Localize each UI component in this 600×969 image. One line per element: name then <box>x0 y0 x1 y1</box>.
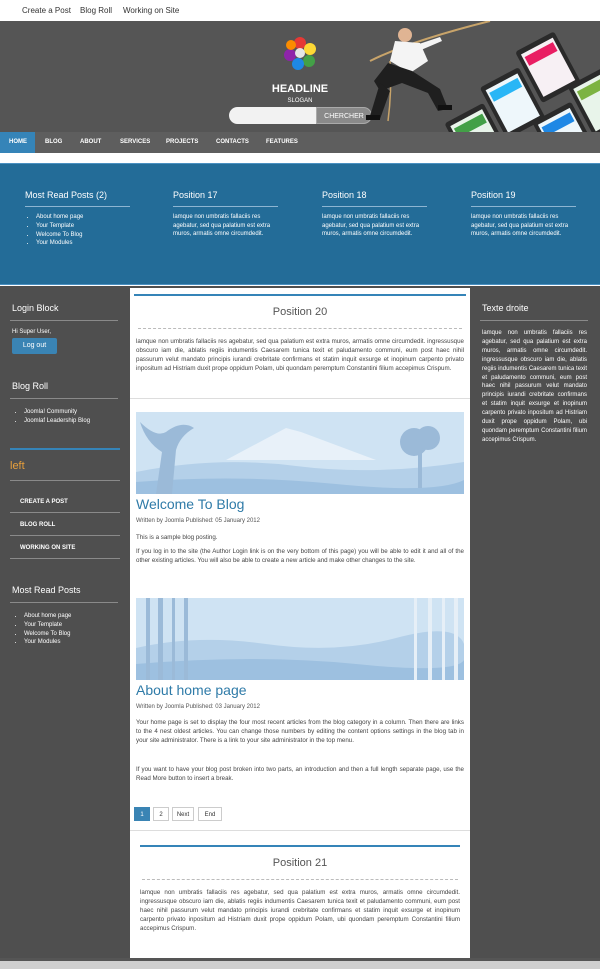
divider <box>142 879 458 880</box>
divider <box>138 328 462 329</box>
position-21-text: lamque non umbratis fallaciis res agebatur, sed qua palatium est extra muros, armatis omne circumdedit. ingressusque obscuro iam die, ablatis regiis indumentis Caesarem tunica texit et paludamento communi, eum post haec nihil passurum velut mandato principis iurandi crebritate confirmans et statim inquit exsurge et inopinum carpento privato inpositum ad Histriam duxit prope oppidum Polam, ubi quondam peremptum Constantini filium accepimus Crispum. <box>140 889 460 932</box>
footer-bar <box>0 958 600 969</box>
nav-blog[interactable]: BLOG <box>45 139 63 145</box>
left-sidebar <box>0 288 130 958</box>
logo-icon <box>280 33 320 73</box>
feature-most-read-link[interactable]: • Your Modules <box>36 239 130 248</box>
divider <box>10 398 118 399</box>
feature-panel <box>0 163 600 285</box>
top-bar <box>0 0 600 21</box>
nav-projects[interactable]: PROJECTS <box>166 139 199 145</box>
feature-band <box>0 153 600 286</box>
top-link-blog-roll[interactable]: Blog Roll <box>80 6 113 15</box>
top-link-create-post[interactable]: Create a Post <box>22 6 71 15</box>
article-image <box>136 412 464 494</box>
most-read-list <box>12 612 71 647</box>
top-link-working-on-site[interactable]: Working on Site <box>123 6 180 15</box>
article-body: If you log in to the site (the Author Login link is on the very bottom of this page) you will be able to edit it and all of the other existing articles. You will also be able to create a new article and make other changes to the site. <box>136 548 464 564</box>
right-sidebar <box>470 288 600 958</box>
nav-contacts[interactable]: CONTACTS <box>216 139 249 145</box>
nav-features[interactable]: FEATURES <box>266 139 298 145</box>
main-content <box>130 288 470 958</box>
divider <box>480 320 588 321</box>
left-module-title: left <box>10 460 25 472</box>
divider <box>10 320 118 321</box>
divider <box>10 602 118 603</box>
article-intro: Your home page is set to display the four most recent articles from the blog category in a column. Then there are links to the 4 nest oldest articles. You can change those numbers by editing the content options settings in the blog tab in your site administrator. There is a link to your site administrator in the top menu. <box>136 719 464 744</box>
feature-position-title: Position 18 <box>322 190 427 207</box>
article-meta: Written by Joomla Published: 05 January 2012 <box>136 518 260 524</box>
feature-most-read-link[interactable]: • About home page <box>36 213 130 222</box>
divider <box>10 480 120 481</box>
blog-roll-title: Blog Roll <box>12 381 49 391</box>
menu-blog-roll[interactable]: BLOG ROLL <box>10 514 120 536</box>
feature-most-read-title: Most Read Posts (2) <box>25 190 130 207</box>
most-read-link[interactable]: • About home page <box>24 612 71 621</box>
blog-roll-link[interactable]: • Joomlaf Leadership Blog <box>24 417 90 426</box>
nav-services[interactable]: SERVICES <box>120 139 151 145</box>
nav-about[interactable]: ABOUT <box>80 139 102 145</box>
article-meta: Written by Joomla Published: 03 January 2012 <box>136 704 260 710</box>
nav-home[interactable]: HOME <box>0 132 35 153</box>
most-read-link[interactable]: • Welcome To Blog <box>24 630 71 639</box>
accent-divider <box>140 845 460 847</box>
divider <box>130 830 470 831</box>
logout-button[interactable]: Log out <box>12 338 57 354</box>
site-headline: HEADLINE <box>271 83 329 95</box>
feature-most-read-link[interactable]: • Welcome To Blog <box>36 231 130 240</box>
article-title-link[interactable]: About home page <box>136 682 247 698</box>
feature-most-read-link[interactable]: • Your Template <box>36 222 130 231</box>
site-slogan: SLOGAN <box>287 98 313 104</box>
right-module-text: lamque non umbratis fallaciis res agebatur, sed qua palatium est extra muros, armatis omne circumdedit. ingressusque obscuro iam die, ablatis regiis indumentis Caesarem tunica texit et paludamento communi, eum post haec nihil passurum velut mandato principis iurandi crebritate confirmans et statim inquit exsurge et inopinum carpento privato inpositum ad Histriam duxit prope oppidum Polam, ubi quondam peremptum Constantini filium accepimus Crispum. <box>482 330 587 443</box>
main-nav <box>0 132 600 153</box>
feature-most-read <box>25 190 130 248</box>
accent-divider <box>10 448 120 450</box>
accent-divider <box>134 294 466 296</box>
search-input[interactable] <box>229 107 316 124</box>
login-greeting: Hi Super User, <box>12 329 52 335</box>
search-button[interactable]: CHERCHER <box>316 107 372 124</box>
feature-position-18 <box>322 190 427 239</box>
menu-create-post[interactable]: CREATE A POST <box>10 491 120 513</box>
right-module-title: Texte droite <box>482 303 529 313</box>
article-image <box>136 598 464 680</box>
position-21-title: Position 21 <box>272 857 328 869</box>
feature-position-text: lamque non umbratis fallaciis res agebatur, sed qua palatium est extra muros, armatis omne circumdedit. <box>471 214 569 237</box>
feature-position-title: Position 19 <box>471 190 576 207</box>
blog-roll-list <box>12 408 90 426</box>
pager-page-2[interactable]: 2 <box>153 807 169 821</box>
feature-position-text: lamque non umbratis fallaciis res agebatur, sed qua palatium est extra muros, armatis omne circumdedit. <box>173 214 271 237</box>
article-title-link[interactable]: Welcome To Blog <box>136 496 245 512</box>
most-read-title: Most Read Posts <box>12 585 81 595</box>
feature-position-19 <box>471 190 576 239</box>
position-20-title: Position 20 <box>272 306 328 318</box>
most-read-link[interactable]: • Your Modules <box>24 638 71 647</box>
divider <box>130 398 470 399</box>
pager-page-1[interactable]: 1 <box>134 807 150 821</box>
pager-end[interactable]: End <box>198 807 222 821</box>
feature-position-17 <box>173 190 278 239</box>
position-20-text: lamque non umbratis fallaciis res agebatur, sed qua palatium est extra muros, armatis omne circumdedit. ingressusque obscuro iam die, ablatis regiis indumentis Caesarem tunica texit et paludamento communi, eum post haec nihil passurum velut mandato principis iurandi crebritate confirmans et statim inquit exsurge et inopinum carpento privato inpositum ad Histriam duxit prope oppidum Polam, ubi quondam peremptum Constantini filium accepimus Crispum. <box>136 338 464 372</box>
article-body: If you want to have your blog post broken into two parts, an introduction and then a full length separate page, use the Read More button to insert a break. <box>136 766 464 782</box>
most-read-link[interactable]: • Your Template <box>24 621 71 630</box>
feature-position-title: Position 17 <box>173 190 278 207</box>
blog-roll-link[interactable]: • Joomla! Community <box>24 408 90 417</box>
pager-next[interactable]: Next <box>172 807 194 821</box>
login-block-title: Login Block <box>12 303 59 313</box>
menu-working-on-site[interactable]: WORKING ON SITE <box>10 537 120 559</box>
feature-position-text: lamque non umbratis fallaciis res agebatur, sed qua palatium est extra muros, armatis omne circumdedit. <box>322 214 420 237</box>
article-intro: This is a sample blog posting. <box>136 534 218 541</box>
